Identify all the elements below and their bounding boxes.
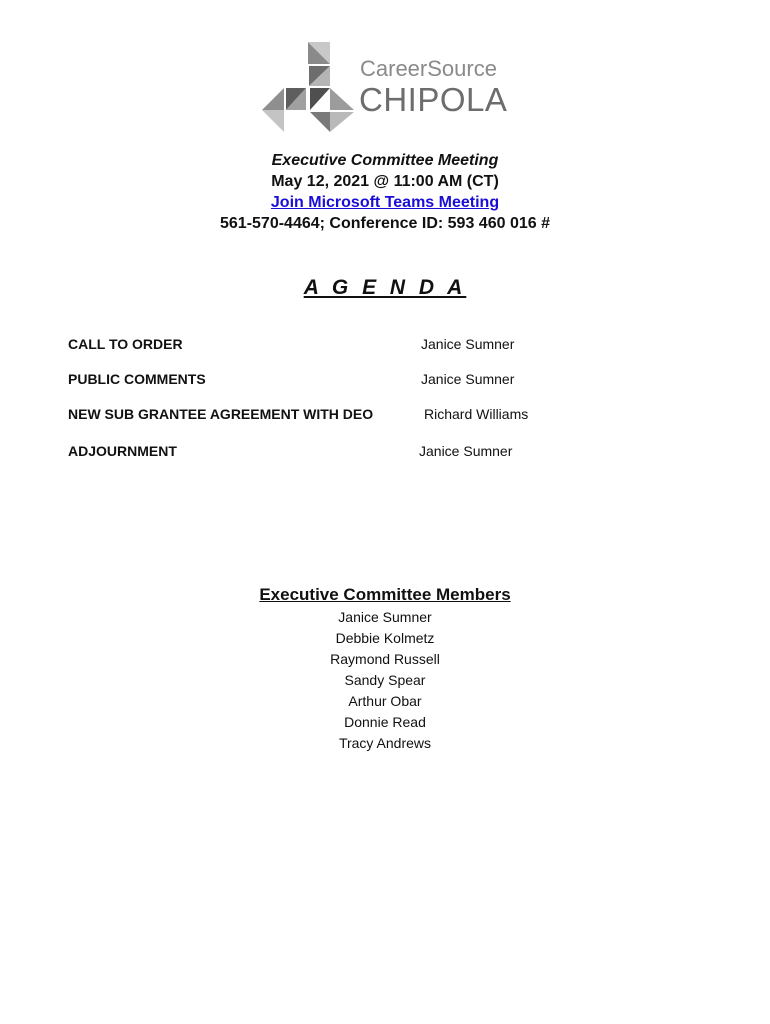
join-teams-meeting-link[interactable]: Join Microsoft Teams Meeting bbox=[270, 194, 500, 211]
member-name: Tracy Andrews bbox=[338, 735, 432, 751]
agenda-item-topic: ADJOURNMENT bbox=[68, 443, 177, 459]
meeting-title: Executive Committee Meeting bbox=[271, 152, 499, 169]
member-name: Debbie Kolmetz bbox=[335, 630, 435, 646]
meeting-phone-conference: 561-570-4464; Conference ID: 593 460 016 # bbox=[220, 215, 550, 232]
members-heading: Executive Committee Members bbox=[259, 585, 511, 604]
member-name: Sandy Spear bbox=[344, 672, 426, 688]
member-name: Raymond Russell bbox=[330, 651, 440, 667]
logo-mark-icon bbox=[258, 36, 358, 140]
agenda-item-topic: PUBLIC COMMENTS bbox=[68, 371, 206, 387]
agenda-item-presenter: Richard Williams bbox=[424, 406, 529, 422]
agenda-item-topic: NEW SUB GRANTEE AGREEMENT WITH DEO bbox=[68, 406, 374, 422]
logo-name-line2: CHIPOLA bbox=[359, 81, 508, 118]
member-name: Arthur Obar bbox=[348, 693, 422, 709]
members-list bbox=[0, 607, 770, 754]
agenda-item-topic: CALL TO ORDER bbox=[68, 336, 183, 352]
meeting-header bbox=[0, 150, 770, 234]
agenda-item-presenter: Janice Sumner bbox=[419, 443, 513, 459]
agenda-item-presenter: Janice Sumner bbox=[421, 336, 515, 352]
member-name: Donnie Read bbox=[344, 714, 426, 730]
member-name: Janice Sumner bbox=[338, 609, 432, 625]
agenda-item-presenter: Janice Sumner bbox=[421, 371, 515, 387]
meeting-datetime: May 12, 2021 @ 11:00 AM (CT) bbox=[271, 173, 499, 190]
agenda-heading: A G E N D A bbox=[303, 276, 467, 299]
careersource-chipola-logo bbox=[258, 36, 528, 140]
logo-name-line1: CareerSource bbox=[360, 56, 497, 81]
